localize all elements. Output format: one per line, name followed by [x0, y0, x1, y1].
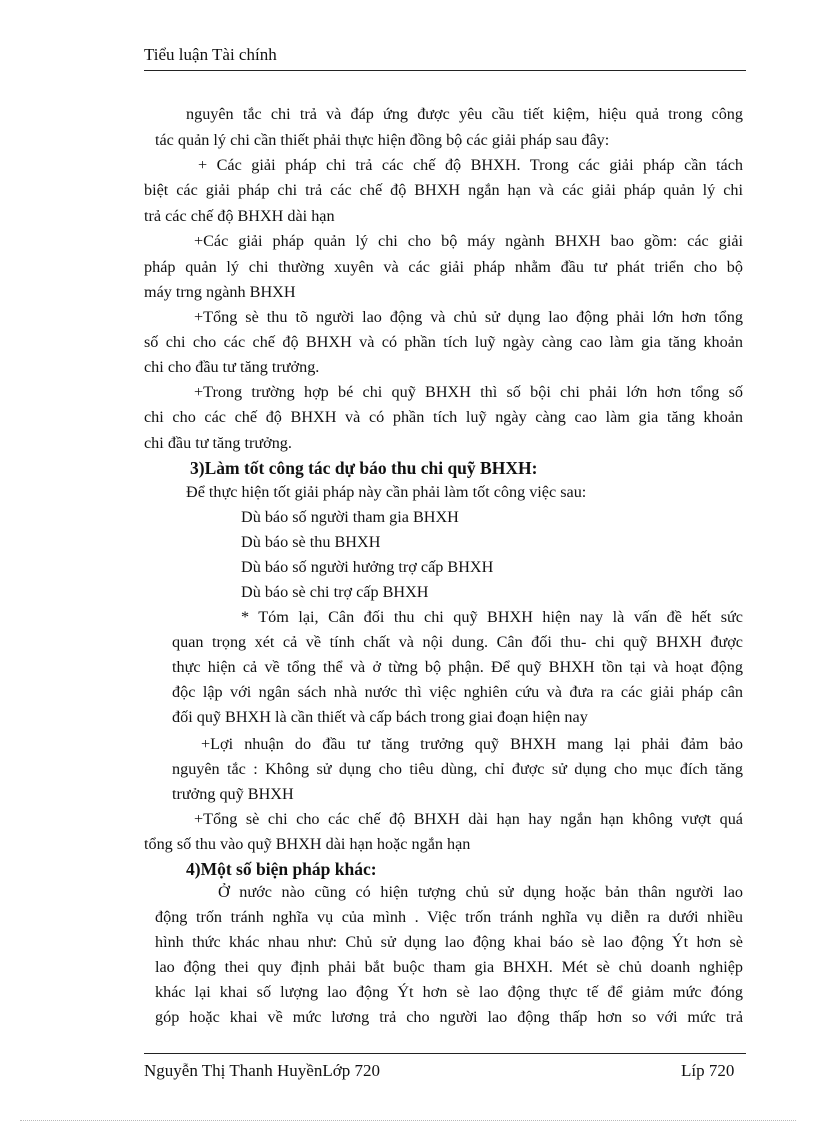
text-line: máy trng ngành BHXH: [144, 283, 296, 301]
text-line: Ở nước nào cũng có hiện tượng chủ sử dụng hoặc bản thân người lao: [218, 883, 743, 901]
text-line: +Các giải pháp quản lý chi cho bộ máy ngành BHXH bao gồm: các giải: [194, 232, 743, 250]
text-line: tác quản lý chi cần thiết phải thực hiện đồng bộ các giải pháp sau đây:: [155, 131, 610, 149]
text-line: chi đầu tư tăng trưởng.: [144, 434, 292, 452]
text-line: thực hiện cả về tổng thể và ở từng bộ phận. Để quỹ BHXH tồn tại và hoạt động: [172, 658, 743, 676]
text-line: trả các chế độ BHXH dài hạn: [144, 207, 335, 225]
text-line: +Trong trường hợp bé chi quỹ BHXH thì số bội chi phải lớn hơn tổng số: [194, 383, 743, 401]
text-line: +Lợi nhuận do đầu tư tăng trưởng quỹ BHXH mang lại phải đảm bảo: [201, 735, 743, 753]
page-header-title: Tiểu luận Tài chính: [144, 44, 746, 71]
list-item: Dù báo sè chi trợ cấp BHXH: [241, 583, 429, 601]
section-heading-other-measures: 4)Một số biện pháp khác:: [186, 859, 377, 879]
footer-author: Nguyễn Thị Thanh HuyềnLớp 720: [144, 1061, 380, 1080]
text-line: + Các giải pháp chi trả các chế độ BHXH. Trong các giải pháp cần tách: [198, 156, 743, 174]
text-line: * Tóm lại, Cân đối thu chi quỹ BHXH hiện nay là vấn đề hết sức: [241, 608, 743, 626]
text-line: chi cho đầu tư tăng trưởng.: [144, 358, 320, 376]
list-item: Dù báo số người hưởng trợ cấp BHXH: [241, 558, 494, 576]
text-line: lao động thei quy định phải bắt buộc tham gia BHXH. Mét sè chủ doanh nghiệp: [155, 958, 743, 976]
footer-class: Líp 720: [681, 1061, 735, 1080]
text-line: Để thực hiện tốt giải pháp này cần phải làm tốt công việc sau:: [186, 483, 587, 501]
text-line: nguyên tắc : Không sử dụng cho tiêu dùng, chỉ được sử dụng cho mục đích tăng: [172, 760, 743, 778]
text-line: nguyên tắc chi trả và đáp ứng được yêu cầu tiết kiệm, hiệu quả trong công: [186, 105, 743, 123]
list-item: Dù báo số người tham gia BHXH: [241, 508, 459, 526]
text-line: quan trọng xét cả về tính chất và nội dung. Cân đối thu- chi quỹ BHXH được: [172, 633, 743, 651]
footer-divider: [144, 1053, 746, 1054]
text-line: +Tổng sè thu tõ người lao động và chủ sử dụng lao động phải lớn hơn tổng: [194, 308, 743, 326]
text-line: tổng số thu vào quỹ BHXH dài hạn hoặc ngắn hạn: [144, 835, 471, 853]
text-line: biệt các giải pháp chi trả các chế độ BHXH ngắn hạn và các giải pháp quản lý chi: [144, 181, 743, 199]
text-line: khác lại khai số lượng lao động Ýt hơn sè lao động thực tế để giảm mức đóng: [155, 983, 743, 1001]
text-line: số chi cho các chế độ BHXH và có phần tích luỹ ngày càng cao làm gia tăng khoản: [144, 333, 743, 351]
page-bottom-edge: [20, 1120, 796, 1121]
text-line: góp hoặc khai về mức lương trả cho người lao động thấp hơn so với mức trả: [155, 1008, 743, 1026]
text-line: độc lập với ngân sách nhà nước thì việc nghiên cứu và đưa ra các giải pháp cân: [172, 683, 743, 701]
text-line: chi cho các chế độ BHXH và có phần tích luỹ ngày càng cao làm gia tăng khoản: [144, 408, 743, 426]
section-heading-forecast: 3)Làm tốt công tác dự báo thu chi quỹ BHXH:: [190, 458, 538, 478]
text-line: trưởng quỹ BHXH: [172, 785, 294, 803]
text-line: +Tổng sè chi cho các chế độ BHXH dài hạn hay ngắn hạn không vượt quá: [194, 810, 743, 828]
text-line: đối quỹ BHXH là cần thiết và cấp bách trong giai đoạn hiện nay: [172, 708, 588, 726]
text-line: động trốn tránh nghĩa vụ của mình . Việc trốn tránh nghĩa vụ diễn ra dưới nhiều: [155, 908, 743, 926]
list-item: Dù báo sè thu BHXH: [241, 533, 381, 551]
text-line: pháp quản lý chi thường xuyên và các giải pháp nhằm đầu tư phát triển cho bộ: [144, 258, 743, 276]
text-line: hình thức khác nhau như: Chủ sử dụng lao động khai báo sè lao động Ýt hơn sè: [155, 933, 743, 951]
